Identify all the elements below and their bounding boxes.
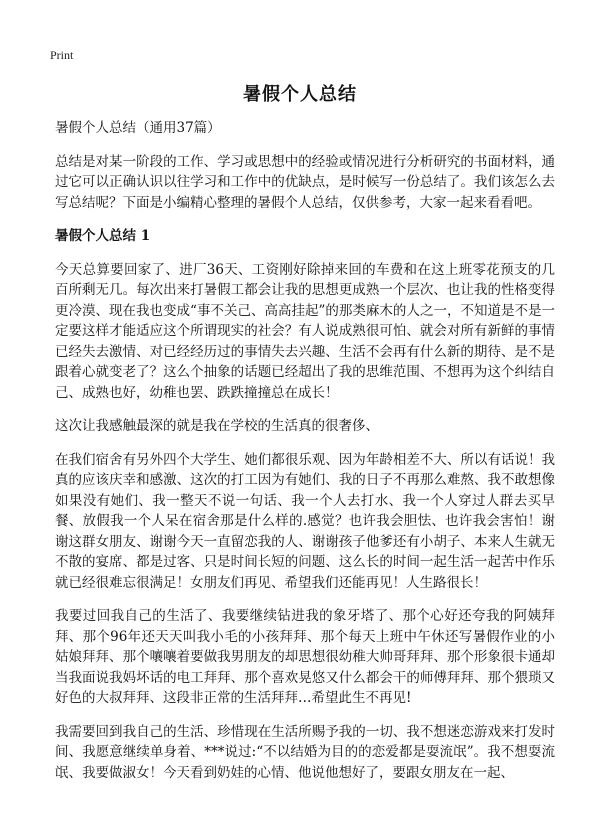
print-link[interactable]: Print bbox=[50, 48, 74, 62]
body-paragraph: 今天总算要回家了、进厂36天、工资刚好除掉来回的车费和在这上班零花预支的几百所剩无几。每次出来打暑假工都会让我的思想更成熟一个层次、也让我的性格变得更冷漠、现在我也变成“事不关己、高高挂起”的那类麻木的人之一，不知道是不是一定要这样才能适应这个所谓现实的社会？有人说成熟很可怕、就会对所有新鲜的事情已经失去激情、对已经经历过的事情失去兴趣、生活不会再有什么新的期待、是不是跟着心就变老了？这么个抽象的话题已经超出了我的思维范围、不想再为这个纠结自己、成熟也好，幼稚也罢、跌跌撞撞总在成长！ bbox=[55, 261, 555, 401]
body-paragraph: 在我们宿舍有另外四个大学生、她们都很乐观、因为年龄相差不大、所以有话说！我真的应该庆幸和感激、这次的打工因为有她们、我的日子不再那么难熬、我不敢想像如果没有她们、我一整天不说一句话、我一个人去打水、我一个人穿过人群去买早餐、放假我一个人呆在宿舍那是什么样的.感觉？也许我会胆怯、也许我会害怕！谢谢这群女朋友、谢谢今天一直留恋我的人、谢谢孩子他爹还有小胡子、本来人生就无不散的宴席、都是过客、只是时间长短的问题、这么长的时间一起生活一起苦中作乐就已经很难忘很满足！女朋友们再见、希望我们还能再见！人生路很长！ bbox=[55, 451, 555, 591]
article-body bbox=[55, 118, 555, 796]
section-heading: 暑假个人总结 1 bbox=[55, 228, 151, 244]
article-subtitle: 暑假个人总结（通用37篇） bbox=[55, 120, 221, 136]
body-paragraph: 我需要回到我自己的生活、珍惜现在生活所赐予我的一切、我不想迷恋游戏来打发时间、我愿意继续单身着、***说过:“不以结婚为目的的恋爱都是耍流氓”。我不想耍流氓、我要做淑女！今天看到奶娃的心情、他说他想好了，要跟女朋友在一起、 bbox=[55, 723, 555, 781]
intro-paragraph: 总结是对某一阶段的工作、学习或思想中的经验或情况进行分析研究的书面材料，通过它可以正确认识以往学习和工作中的优缺点，是时候写一份总结了。我们该怎么去写总结呢？下面是小编精心整理的暑假个人总结，仅供参考，大家一起来看看吧。 bbox=[55, 153, 555, 211]
page-title: 暑假个人总结 bbox=[243, 84, 357, 105]
body-paragraph: 我要过回我自己的生活了、我要继续钻进我的象牙塔了、那个心好还夸我的阿姨拜拜、那个96年还天天叫我小毛的小孩拜拜、那个每天上班中午休还写暑假作业的小姑娘拜拜、那个嚷嚷着要做我男朋友的却思想很幼稚大帅哥拜拜、那个形象很卡通却当我面说我妈坏话的电工拜拜、那个喜欢晃悠又什么都会干的师傅拜拜、那个猥琐又好色的大叔拜拜、这段非正常的生活拜拜…希望此生不再见! bbox=[55, 608, 555, 706]
body-paragraph: 这次让我感触最深的就是我在学校的生活真的很奢侈、 bbox=[55, 418, 379, 434]
